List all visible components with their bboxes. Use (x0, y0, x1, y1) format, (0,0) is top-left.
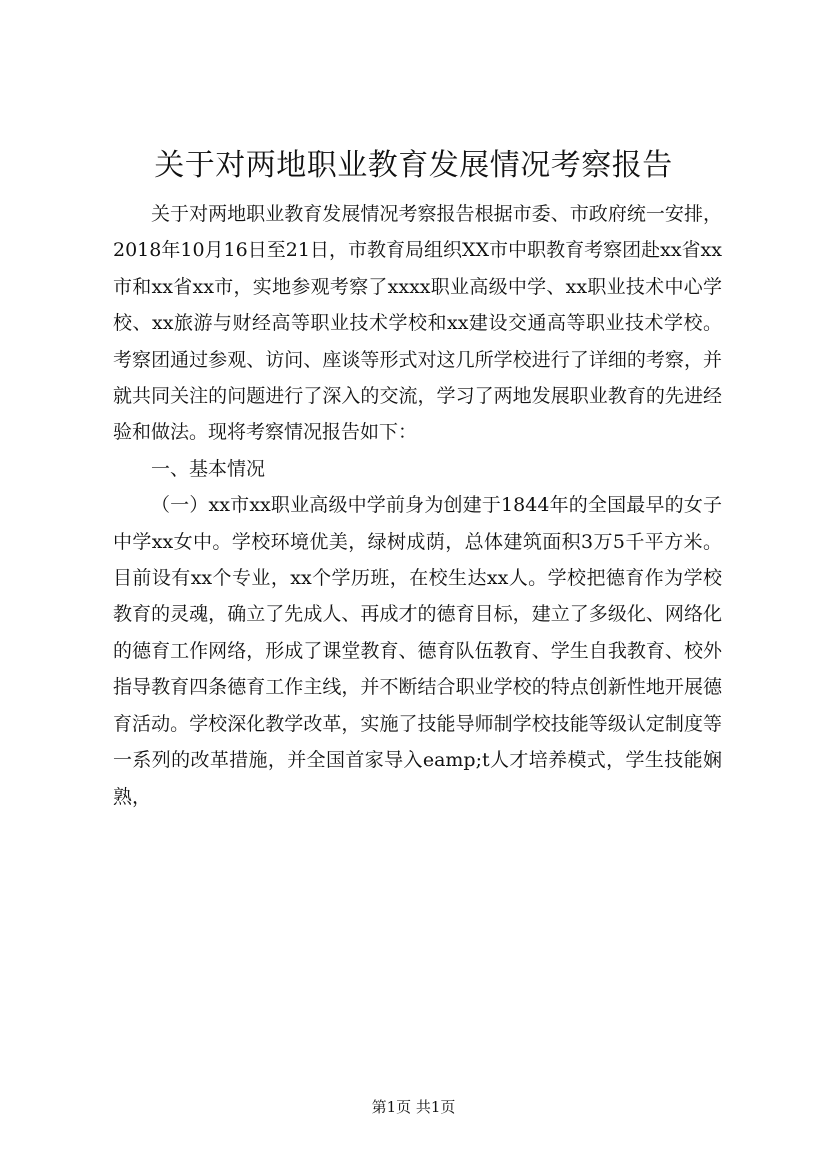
document-body (113, 196, 722, 815)
page-footer: 第1页 共1页 (371, 1098, 456, 1116)
section-heading: 一、基本情况 (151, 457, 266, 480)
paragraph-section-1: （一）xx市xx职业高级中学前身为创建于1844年的全国最早的女子中学xx女中。学校环境优美，绿树成荫，总体建筑面积3万5千平方米。目前设有xx个专业，xx个学历班，在校生达xx人。学校把德育作为学校教育的灵魂，确立了先成人、再成才的德育目标，建立了多级化、网络化的德育工作网络，形成了课堂教育、德育队伍教育、学生自我教育、校外指导教育四条德育工作主线，并不断结合职业学校的特点创新性地开展德育活动。学校深化教学改革，实施了技能导师制学校技能等级认定制度等一系列的改革措施，并全国首家导入eamp;t人才培养模式，学生技能娴熟， (113, 494, 722, 808)
paragraph-intro: 关于对两地职业教育发展情况考察报告根据市委、市政府统一安排，2018年10月16日至21日，市教育局组织XX市中职教育考察团赴xx省xx市和xx省xx市，实地参观考察了xxxx职业高级中学、xx职业技术中心学校、xx旅游与财经高等职业技术学校和xx建设交通高等职业技术学校。考察团通过参观、访问、座谈等形式对这几所学校进行了详细的考察，并就共同关注的问题进行了深入的交流，学习了两地发展职业教育的先进经验和做法。现将考察情况报告如下： (113, 203, 722, 444)
document-title: 关于对两地职业教育发展情况考察报告 (154, 148, 673, 183)
